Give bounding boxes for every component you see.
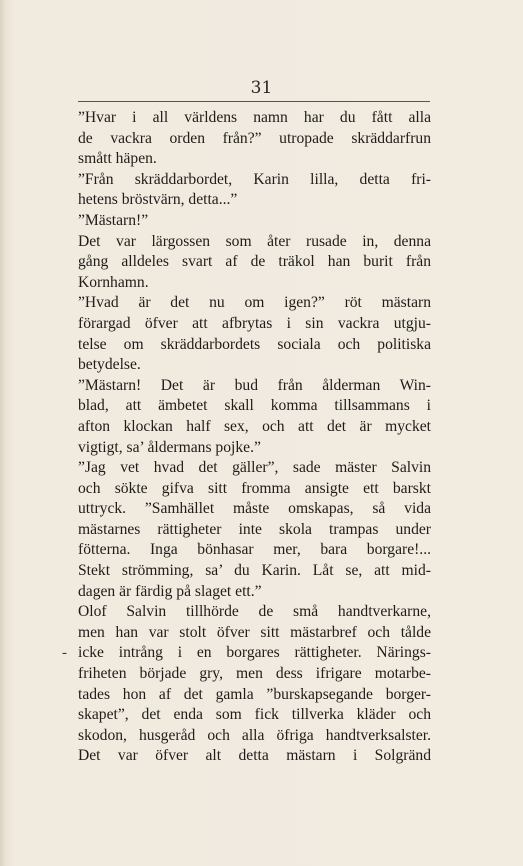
text-line: tades hon af det gamla ”burskapsegande borger- xyxy=(78,685,431,703)
text-line: vigtigt, sa’ åldermans pojke.” xyxy=(78,438,261,456)
text-line: Kornhamn. xyxy=(78,273,149,291)
margin-mark: - xyxy=(62,645,67,661)
text-line: Det var lärgossen som åter rusade in, denna xyxy=(78,232,431,250)
text-line: hetens bröstvärn, detta...” xyxy=(78,191,238,209)
text-line: ”Hvar i all världens namn har du fått alla xyxy=(78,109,431,126)
header-rule xyxy=(78,101,430,102)
text-line: ”Mästarn! Det är bud från ålderman Win- xyxy=(78,376,431,394)
text-line: gång alldeles svart af de träkol han burit från xyxy=(78,253,431,271)
text-line: fötterna. Inga bönhasar mer, bara borgare!... xyxy=(78,541,431,559)
text-line: dagen är färdig på slaget ett.” xyxy=(78,582,262,600)
text-line: och sökte gifva sitt fromma ansigte ett barskt xyxy=(78,479,431,497)
text-line: men han var stolt öfver sitt mästarbref och tålde xyxy=(78,623,431,641)
text-line: telse om skräddarbordets sociala och politiska xyxy=(78,335,431,353)
text-line: betydelse. xyxy=(78,356,141,374)
text-line: ”Hvad är det nu om igen?” röt mästarn xyxy=(78,294,431,312)
text-line: Olof Salvin tillhörde de små handtverkarne, xyxy=(78,603,431,621)
text-line: de vackra orden från?” utropade skräddarfrun xyxy=(78,129,431,147)
text-line: Stekt strömming, sa’ du Karin. Låt se, att mid- xyxy=(78,562,431,580)
text-line: ”Mästarn!” xyxy=(78,211,149,229)
text-line: skodon, husgeråd och alla öfriga handtverksalster. xyxy=(78,726,431,744)
text-line: icke intrång i en borgares rättigheter. Närings- xyxy=(78,644,431,662)
text-line: mästarnes rättigheter inte skola trampas under xyxy=(78,520,431,538)
page-number: 31 xyxy=(250,78,273,98)
text-line: afton klockan half sex, och att det är mycket xyxy=(78,417,431,435)
text-line: uttryck. ”Samhället måste omskapas, så vida xyxy=(78,500,431,518)
text-line: friheten började gry, men dess ifrigare motarbe- xyxy=(78,665,431,683)
text-line: ”Jag vet hvad det gäller”, sade mäster Salvin xyxy=(78,459,431,477)
text-line: smått häpen. xyxy=(78,150,157,168)
text-line: Det var öfver alt detta mästarn i Solgränd xyxy=(78,747,431,765)
text-line: ”Från skräddarbordet, Karin lilla, detta fri- xyxy=(78,170,431,188)
text-line: förargad öfver att afbrytas i sin vackra utgju- xyxy=(78,314,431,332)
text-line: blad, att ämbetet skall komma tillsammans i xyxy=(78,397,431,415)
body-text xyxy=(78,108,431,767)
text-line: skapet”, det enda som fick tillverka kläder och xyxy=(78,706,431,724)
